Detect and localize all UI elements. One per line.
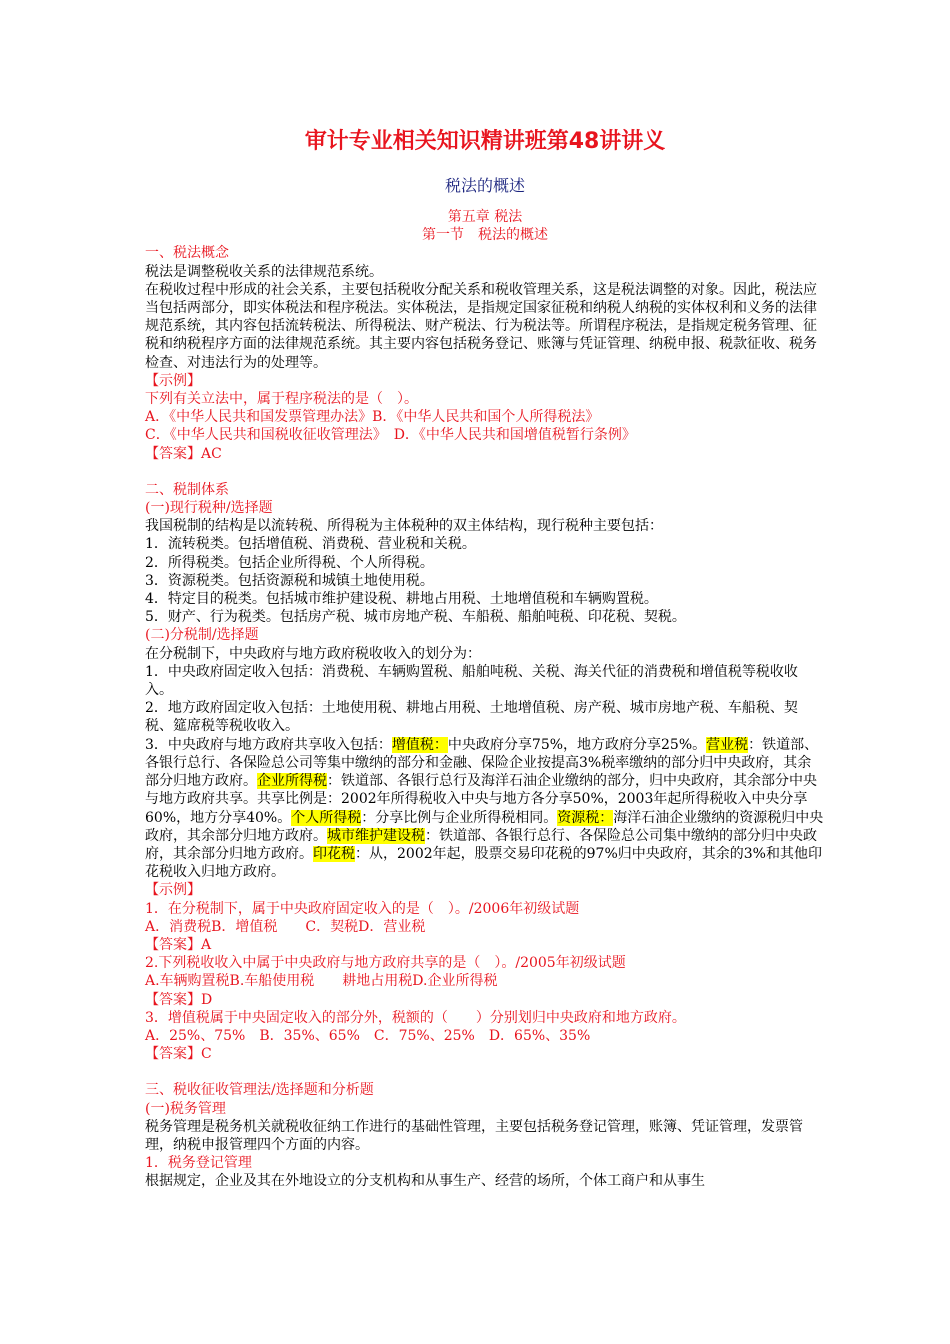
highlight-business-tax: 营业税 [706, 736, 749, 753]
local-fixed-revenue: 2．地方政府固定收入包括：土地使用税、耕地占用税、土地增值税、房产税、城市房地产税、车船税、契税、筵席税等税收收入。 [145, 700, 798, 735]
part2-question-1: 1．在分税制下，属于中央政府固定收入的是（ ）。/2006年初级试题 [145, 900, 580, 917]
part1-example-label: 【示例】 [145, 372, 201, 389]
shared-revenue [145, 736, 825, 882]
part1-options-cd: C．《中华人民共和国税收征收管理法》 D．《中华人民共和国增值税暂行条例》 [145, 427, 636, 444]
part2-sub2-heading: (二)分税制/选择题 [145, 627, 259, 644]
part2-answer-1: 【答案】A [145, 936, 212, 953]
part2-sub1-heading: (一)现行税种/选择题 [145, 500, 273, 517]
shared-vat-text: 中央政府分享75%，地方政府分享25%。 [447, 736, 707, 753]
part1-paragraph-2: 在税收过程中形成的社会关系，主要包括税收分配关系和税收管理关系，这是税法调整的对象。因此，税法应当包括两部分，即实体税法和程序税法。实体税法，是指规定国家征税和纳税人纳税的实体权利和义务的法律规范系统，其内容包括流转税法、所得税法、财产税法、行为税法等。所谓程序税法，是指规定税务管理、征税和纳税程序方面的法律规范系统。其主要内容包括税务登记、账簿与凭证管理、纳税申报、税款征收、税务检查、对违法行为的处理等。 [145, 281, 817, 371]
part2-answer-2: 【答案】D [145, 991, 213, 1008]
part3-paragraph-2: 根据规定，企业及其在外地设立的分支机构和从事生产、经营的场所，个体工商户和从事生 [145, 1173, 705, 1190]
shared-business-tax-text: ：铁道部、各银行总行、各保险总公司等集中缴纳的部分和金融、保险企业按提高3%税率缴纳的部分归中央政府，其余部分归地方政府。 [145, 736, 819, 790]
part2-question-3-options: A．25%、75% B．35%、65% C．75%、25% D．65%、35% [145, 1027, 591, 1044]
shared-urban-maintenance-tax-text: ：铁道部、各银行总行、各保险总公司集中缴纳的部分归中央政府，其余部分归地方政府。 [145, 827, 817, 862]
tax-category-item: 5．财产、行为税类。包括房产税、城市房地产税、车船税、船舶吨税、印花税、契税。 [145, 609, 686, 626]
part1-options-ab: A．《中华人民共和国发票管理办法》B．《中华人民共和国个人所得税法》 [145, 409, 600, 426]
central-fixed-revenue: 1．中央政府固定收入包括：消费税、车辆购置税、船舶吨税、关税、海关代征的消费税和增值税等税收收入。 [145, 663, 798, 699]
highlight-urban-maintenance-tax: 城市维护建设税 [327, 827, 425, 844]
part1-answer: 【答案】AC [145, 445, 222, 462]
part1-paragraph-1: 税法是调整税收关系的法律规范系统。 [145, 263, 383, 280]
part2-answer-3: 【答案】C [145, 1046, 212, 1063]
page-subtitle: 税法的概述 [444, 176, 525, 195]
shared-resource-tax-text: 海洋石油企业缴纳的资源税归中央政府，其余部分归地方政府。 [145, 809, 824, 844]
part1-heading: 一、税法概念 [145, 245, 229, 262]
shared-personal-income-tax-text: ：分享比例与企业所得税相同。 [361, 809, 558, 826]
part3-sub1-heading: (一)税务管理 [145, 1100, 226, 1117]
page-title: 审计专业相关知识精讲班第48讲讲义 [304, 129, 666, 154]
shared-revenue-intro: 3．中央政府与地方政府共享收入包括： [145, 736, 392, 753]
chapter-heading: 第五章 税法 [447, 209, 523, 225]
tax-category-item: 3．资源税类。包括资源税和城镇土地使用税。 [145, 572, 434, 589]
document-page [145, 128, 825, 1191]
part2-question-1-options: A．消费税B．增值税 C．契税D．营业税 [145, 918, 426, 935]
highlight-vat: 增值税： [391, 736, 448, 753]
part2-question-2-options: A.车辆购置税B.车船使用税 耕地占用税D.企业所得税 [145, 973, 498, 990]
shared-enterprise-income-tax-text: ：铁道部、各银行总行及海洋石油企业缴纳的部分，归中央政府，其余部分中央与地方政府共享。共享比例是：2002年所得税收入中央与地方各分享50%，2003年起所得税收入中央分享60%，地方分享40%。 [145, 773, 817, 826]
tax-category-item: 1．流转税类。包括增值税、消费税、营业税和关税。 [145, 536, 476, 553]
section-heading: 第一节 税法的概述 [422, 227, 548, 244]
part2-example-label: 【示例】 [145, 882, 201, 899]
part2-question-2: 2.下列税收收入中属于中央政府与地方政府共享的是（ ）。/2005年初级试题 [145, 955, 626, 972]
highlight-personal-income-tax: 个人所得税 [291, 809, 362, 826]
part2-intro: 我国税制的结构是以流转税、所得税为主体税种的双主体结构，现行税种主要包括： [145, 518, 663, 535]
part3-sub1-1-heading: 1．税务登记管理 [145, 1155, 252, 1172]
part3-heading: 三、税收征收管理法/选择题和分析题 [145, 1082, 374, 1099]
part2-heading: 二、税制体系 [145, 481, 229, 498]
shared-stamp-tax-text: ：从，2002年起，股票交易印花税的97%归中央政府，其余的3%和其他印花税收入归地方政府。 [145, 845, 822, 881]
part1-question: 下列有关立法中，属于程序税法的是（ ）。 [145, 391, 418, 408]
tax-category-item: 4．特定目的税类。包括城市维护建设税、耕地占用税、土地增值税和车辆购置税。 [145, 591, 658, 608]
highlight-stamp-tax: 印花税 [313, 845, 355, 862]
part2-intro2: 在分税制下，中央政府与地方政府税收收入的划分为： [145, 645, 481, 662]
tax-category-item: 2．所得税类。包括企业所得税、个人所得税。 [145, 554, 434, 571]
part2-question-3: 3．增值税属于中央固定收入的部分外，税额的（ ）分别划归中央政府和地方政府。 [145, 1009, 686, 1026]
highlight-enterprise-income-tax: 企业所得税 [257, 773, 327, 790]
highlight-resource-tax: 资源税： [557, 809, 614, 826]
part3-paragraph-1: 税务管理是税务机关就税收征纳工作进行的基础性管理，主要包括税务登记管理，账簿、凭证管理，发票管理，纳税申报管理四个方面的内容。 [145, 1118, 803, 1153]
